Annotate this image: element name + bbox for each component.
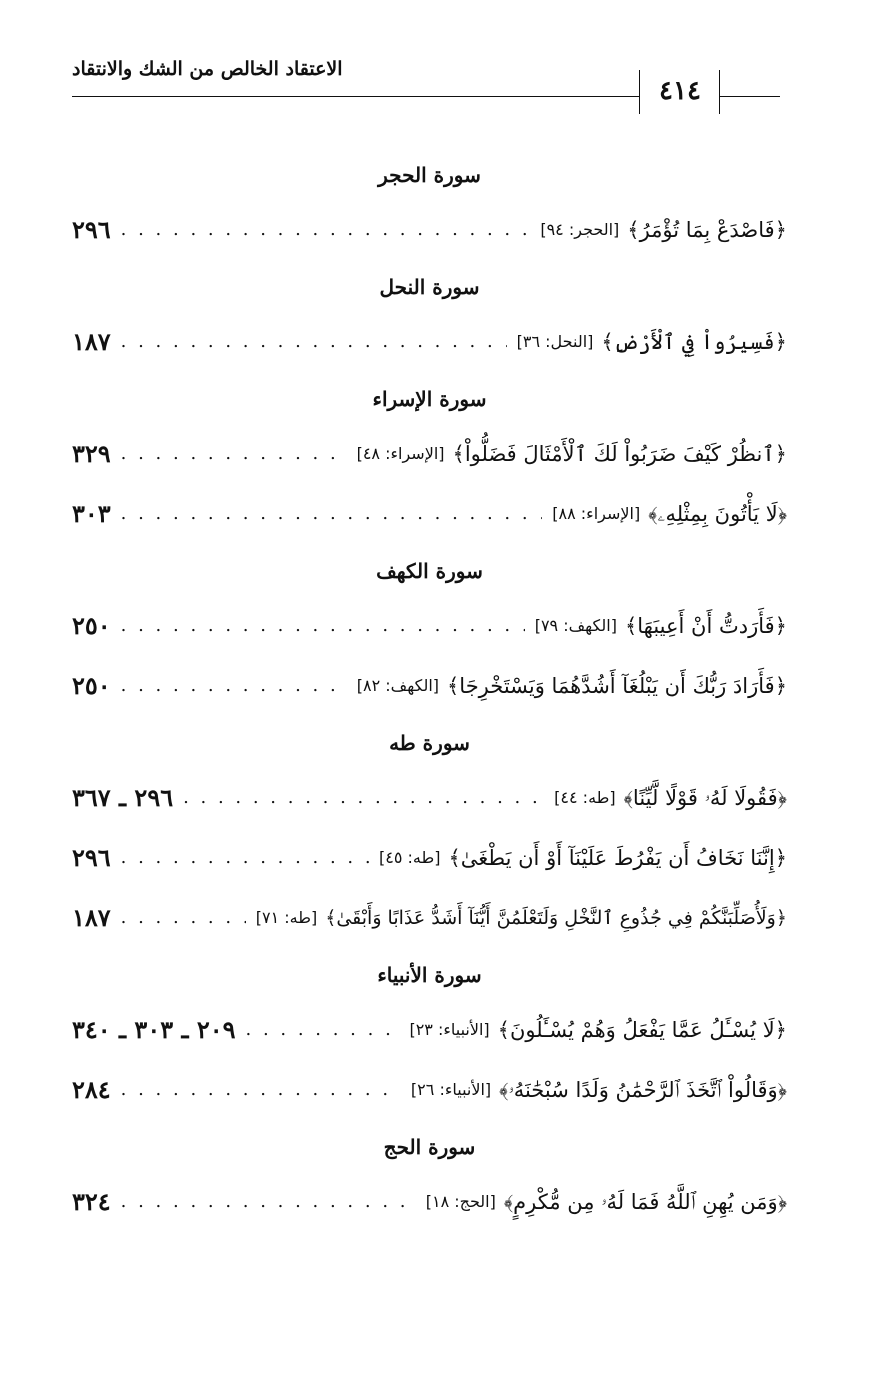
page-refs: ٣٢٩ [72,439,111,468]
index-entry [72,1010,787,1050]
index-entry [72,494,787,534]
verse-text: ﴿فَأَرَادَ رَبُّكَ أَن يَبْلُغَآ أَشُدَّهُمَا وَيَسْتَخْرِجَا﴾ [447,674,787,698]
page-refs: ٣٠٣ [72,499,111,528]
page-number-frame-right [719,70,720,114]
verse-reference: [الإسراء: ٤٨] [356,444,445,463]
page-refs: ٣٢٤ [72,1187,111,1216]
verse-text: ﴿وَلَأُصَلِّبَنَّكُمْ فِي جُذُوعِ ٱلنَّخْلِ وَلَتَعْلَمُنَّ أَيُّنَآ أَشَدُّ عَذَابًا وَأَبْقَىٰ﴾ [325,907,787,929]
verse-reference: [طه: ٤٥] [378,848,441,867]
verse-reference: [الإسراء: ٨٨] [552,504,641,523]
verse-text: ﴿وَقَالُواْ ٱتَّخَذَ ٱلرَّحْمَٰنُ وَلَدًا سُبْحَٰنَهُۥ﴾ [499,1078,787,1102]
page-number-frame-left [639,70,640,114]
running-title: الاعتقاد الخالص من الشك والانتقاد [72,58,343,80]
leader-dots [121,1182,416,1222]
verse-reference: [الحج: ١٨] [425,1192,496,1211]
page-refs: ٢٥٠ [72,671,111,700]
page-refs: ٢٩٦ [72,215,111,244]
leader-dots [121,494,543,534]
leader-dots [121,898,246,938]
verse-text: ﴿فَاصْدَعْ بِمَا تُؤْمَرُ﴾ [627,218,787,242]
index-entry [72,210,787,250]
index-entry [72,606,787,646]
page-refs: ٢٩٦ [72,843,111,872]
index-entry [72,1182,787,1222]
header-rule [72,96,640,97]
verse-text: ﴿لَا يَأْتُونَ بِمِثْلِهِۦ﴾ [648,502,787,526]
surah-heading: سورة طه [389,731,470,755]
verse-text: ﴿فَقُولَا لَهُۥ قَوْلًا لَّيِّنًا﴾ [623,786,787,810]
surah-heading: سورة الأنبياء [377,963,482,987]
leader-dots [121,210,531,250]
leader-dots [121,606,525,646]
verse-text: ﴿فَسِيرُواْ فِي ٱلْأَرْضِ﴾ [601,330,787,354]
leader-dots [121,838,369,878]
index-entry [72,434,787,474]
surah-heading: سورة النحل [379,275,480,299]
leader-dots [246,1010,400,1050]
surah-heading: سورة الحج [383,1135,476,1159]
page-refs: ١٨٧ [72,327,111,356]
verse-text: ﴿ٱنظُرْ كَيْفَ ضَرَبُواْ لَكَ ٱلْأَمْثَالَ فَضَلُّواْ﴾ [452,442,787,466]
verse-reference: [الحجر: ٩٤] [540,220,620,239]
verse-text: ﴿لَا يُسْـَٔلُ عَمَّا يَفْعَلُ وَهُمْ يُسْـَٔلُونَ﴾ [497,1018,787,1042]
leader-dots [121,322,507,362]
index-entry [72,778,787,818]
header-rule-right [720,96,780,97]
surah-heading: سورة الحجر [378,163,481,187]
page-refs: ٢٥٠ [72,611,111,640]
verse-reference: [الكهف: ٧٩] [534,616,617,635]
page-refs: ٢٩٦ ـ ٣٦٧ [72,783,174,812]
surah-heading: سورة الكهف [376,559,483,583]
verse-reference: [النحل: ٣٦] [516,332,594,351]
index-entry [72,322,787,362]
verse-reference: [الأنبياء: ٢٦] [410,1080,492,1099]
page-refs: ٢٨٤ [72,1075,111,1104]
verse-index [72,150,787,1242]
page-header [0,0,885,130]
leader-dots [183,778,544,818]
verse-reference: [الكهف: ٨٢] [356,676,439,695]
leader-dots [121,434,347,474]
index-entry [72,666,787,706]
index-entry [72,1070,787,1110]
index-entry [72,898,787,938]
verse-text: ﴿إِنَّنَا نَخَافُ أَن يَفْرُطَ عَلَيْنَآ أَوْ أَن يَطْغَىٰ﴾ [448,846,787,870]
page-refs: ٢٠٩ ـ ٣٠٣ ـ ٣٤٠ [72,1015,236,1044]
leader-dots [121,666,347,706]
surah-heading: سورة الإسراء [372,387,487,411]
leader-dots [121,1070,401,1110]
verse-text: ﴿فَأَرَدتُّ أَنْ أَعِيبَهَا﴾ [624,614,787,638]
verse-text: ﴿وَمَن يُهِنِ ٱللَّهُ فَمَا لَهُۥ مِن مُّكْرِمٍ﴾ [503,1190,787,1214]
verse-reference: [طه: ٤٤] [554,788,616,807]
index-entry [72,838,787,878]
page-refs: ١٨٧ [72,903,111,932]
verse-reference: [الأنبياء: ٢٣] [409,1020,490,1039]
verse-reference: [طه: ٧١] [255,908,318,927]
page-number: ٤١٤ [659,76,701,106]
